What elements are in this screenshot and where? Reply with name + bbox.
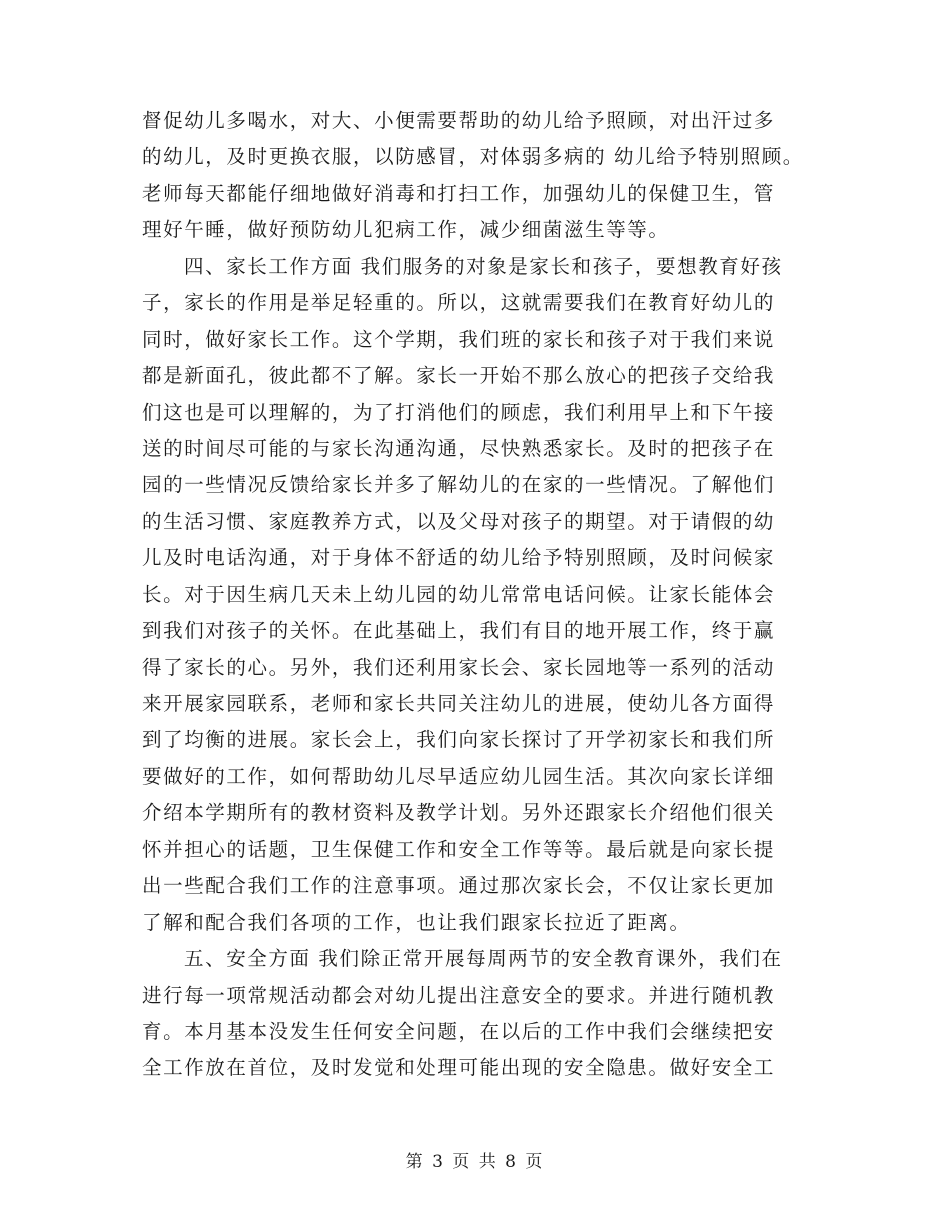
text-line: 园的一些情况反馈给家长并多了解幼儿的在家的一些情况。了解他们 xyxy=(142,473,776,497)
text-line: 老师每天都能仔细地做好消毒和打扫工作，加强幼儿的保健卫生，管 xyxy=(142,181,776,205)
text-line: 儿及时电话沟通，对于身体不舒适的幼儿给予特别照顾，及时问候家 xyxy=(142,546,776,570)
text-line: 们这也是可以理解的，为了打消他们的顾虑，我们利用早上和下午接 xyxy=(142,400,776,424)
text-line: 来开展家园联系，老师和家长共同关注幼儿的进展，使幼儿各方面得 xyxy=(142,692,776,715)
page-number-footer: 第 3 页 共 8 页 xyxy=(405,1152,545,1172)
text-line: 到我们对孩子的关怀。在此基础上，我们有目的地开展工作，终于赢 xyxy=(142,619,776,643)
text-line: 进行每一项常规活动都会对幼儿提出注意安全的要求。并进行随机教 xyxy=(142,983,776,1007)
section-heading-line: 五、安全方面 我们除正常开展每周两节的安全教育课外，我们在 xyxy=(184,947,783,971)
text-line: 同时，做好家长工作。这个学期，我们班的家长和孩子对于我们来说 xyxy=(142,327,776,351)
text-line: 育。本月基本没发生任何安全问题，在以后的工作中我们会继续把安 xyxy=(142,1019,776,1043)
text-line: 要做好的工作，如何帮助幼儿尽早适应幼儿园生活。其次向家长详细 xyxy=(142,764,776,788)
text-line: 都是新面孔，彼此都不了解。家长一开始不那么放心的把孩子交给我 xyxy=(142,364,776,388)
text-line: 送的时间尽可能的与家长沟通沟通，尽快熟悉家长。及时的把孩子在 xyxy=(142,436,776,460)
text-line: 理好午睡，做好预防幼儿犯病工作，减少细菌滋生等等。 xyxy=(142,218,670,242)
text-line: 介绍本学期所有的教材资料及教学计划。另外还跟家长介绍他们很关 xyxy=(142,801,776,825)
text-line: 出一些配合我们工作的注意事项。通过那次家长会，不仅让家长更加 xyxy=(142,874,776,898)
text-line: 长。对于因生病几天未上幼儿园的幼儿常常电话问候。让家长能体会 xyxy=(142,582,776,606)
body-text xyxy=(142,103,822,1087)
text-line: 督促幼儿多喝水，对大、小便需要帮助的幼儿给予照顾，对出汗过多 xyxy=(142,109,776,132)
section-heading-line: 四、家长工作方面 我们服务的对象是家长和孩子，要想教育好孩 xyxy=(184,254,783,278)
text-line: 的生活习惯、家庭教养方式，以及父母对孩子的期望。对于请假的幼 xyxy=(142,509,776,533)
text-line: 到了均衡的进展。家长会上，我们向家长探讨了开学初家长和我们所 xyxy=(142,728,776,752)
text-line: 子，家长的作用是举足轻重的。所以，这就需要我们在教育好幼儿的 xyxy=(142,291,776,315)
text-line: 得了家长的心。另外，我们还利用家长会、家长园地等一系列的活动 xyxy=(142,655,776,679)
text-line: 了解和配合我们各项的工作，也让我们跟家长拉近了距离。 xyxy=(142,910,691,934)
text-line: 怀并担心的话题，卫生保健工作和安全工作等等。最后就是向家长提 xyxy=(142,837,776,861)
text-line: 的幼儿，及时更换衣服，以防感冒，对体弱多病的 幼儿给予特别照顾。 xyxy=(142,145,804,169)
text-line: 全工作放在首位，及时发觉和处理可能出现的安全隐患。做好安全工 xyxy=(142,1056,776,1080)
